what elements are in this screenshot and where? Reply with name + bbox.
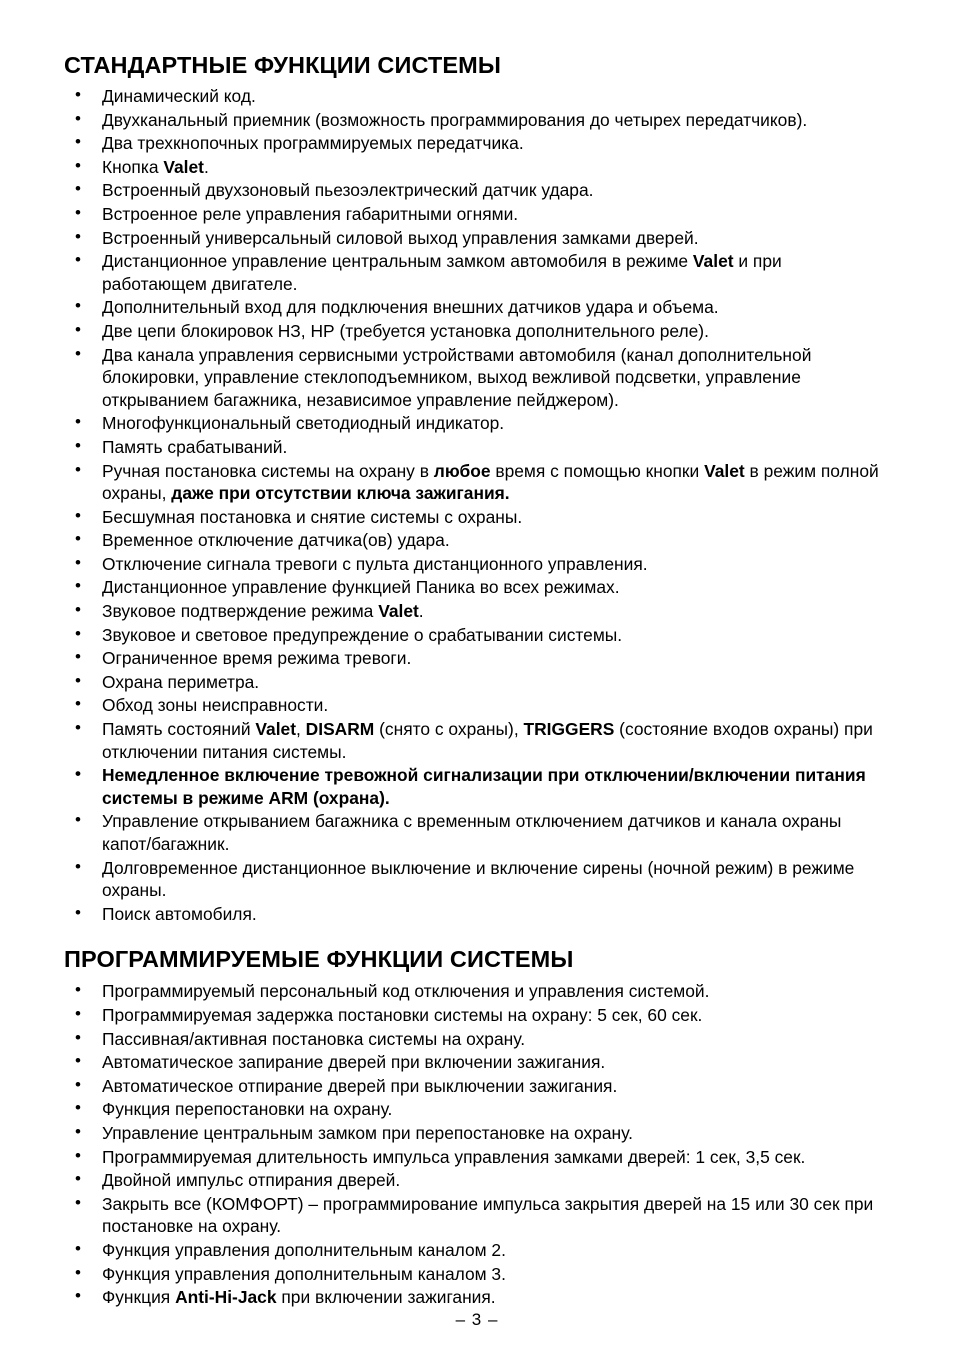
body-text: Обход зоны неисправности. <box>102 695 329 716</box>
body-text: Охрана периметра. <box>102 671 260 692</box>
emphasis-text: Anti-Hi-Jack <box>175 1287 277 1308</box>
list-item <box>64 718 890 763</box>
list-item <box>64 1004 890 1027</box>
body-text: Дистанционное управление центральным замком автомобиля в режиме <box>102 251 693 272</box>
body-text: Управление центральным замком при перепостановке на охрану. <box>102 1122 633 1143</box>
list-item <box>64 109 890 132</box>
list-item <box>64 179 890 202</box>
list-item <box>64 132 890 155</box>
emphasis-text: любое <box>433 460 491 481</box>
list-item <box>64 671 890 694</box>
list-item <box>64 810 890 855</box>
body-text: Функция управления дополнительным каналом 2. <box>102 1239 506 1260</box>
list-item <box>64 529 890 552</box>
list-item <box>64 764 890 809</box>
emphasis-text: TRIGGERS <box>523 719 615 740</box>
body-text: Ограниченное время режима тревоги. <box>102 648 412 669</box>
body-text: Звуковое и световое предупреждение о срабатывании системы. <box>102 624 623 645</box>
body-text: в режим полной охраны, <box>102 460 879 504</box>
list-item <box>64 1122 890 1145</box>
list-item <box>64 600 890 623</box>
list-item <box>64 980 890 1003</box>
emphasis-text: Valet <box>255 719 296 740</box>
list-item <box>64 203 890 226</box>
list-item <box>64 506 890 529</box>
body-text: Закрыть все (КОМФОРТ) – программирование импульса закрытия дверей на 15 или 30 сек при постановке на охрану. <box>102 1193 874 1237</box>
list-item <box>64 1239 890 1262</box>
body-text: Временное отключение датчика(ов) удара. <box>102 530 450 551</box>
feature-list <box>64 980 890 1308</box>
list-item <box>64 1286 890 1309</box>
body-text: Двойной импульс отпирания дверей. <box>102 1170 401 1191</box>
list-item <box>64 156 890 179</box>
feature-list <box>64 85 890 925</box>
body-text: Программируемая длительность импульса управления замками дверей: 1 сек, 3,5 сек. <box>102 1146 806 1167</box>
body-text: Звуковое подтверждение режима <box>102 601 379 622</box>
emphasis-text: Valet <box>704 460 745 481</box>
list-item <box>64 1169 890 1192</box>
body-text: Функция перепостановки на охрану. <box>102 1099 393 1120</box>
body-text: Память срабатываний. <box>102 436 288 457</box>
body-text: Кнопка <box>102 156 164 177</box>
body-text: . <box>418 601 424 622</box>
body-text: Автоматическое запирание дверей при включении зажигания. <box>102 1052 606 1073</box>
body-text: , <box>296 719 306 740</box>
list-item <box>64 85 890 108</box>
emphasis-text: даже при отсутствии ключа зажигания. <box>171 483 510 504</box>
body-text: Встроенный двухзоновый пьезоэлектрический датчик удара. <box>102 180 594 201</box>
body-text: Поиск автомобиля. <box>102 903 257 924</box>
body-text: Двухканальный приемник (возможность программирования до четырех передатчиков). <box>102 109 808 130</box>
body-text: Функция <box>102 1287 176 1308</box>
page-number: – 3 – <box>455 1310 499 1329</box>
emphasis-text: Valet <box>378 601 419 622</box>
body-text: Два канала управления сервисными устройствами автомобиля (канал дополнительной блокировки, управление стеклоподъемником, выход вежливой подсветки, управление открыванием багажника, независимое управление пейджером). <box>102 344 812 410</box>
body-text: Две цепи блокировок НЗ, НР (требуется установка дополнительного реле). <box>102 320 709 341</box>
list-item <box>64 344 890 412</box>
list-item <box>64 460 890 505</box>
list-item <box>64 1098 890 1121</box>
list-item <box>64 1146 890 1169</box>
body-text: Бесшумная постановка и снятие системы с охраны. <box>102 506 523 527</box>
list-item <box>64 250 890 295</box>
body-text: Программируемая задержка постановки системы на охрану: 5 сек, 60 сек. <box>102 1005 703 1025</box>
list-item <box>64 647 890 670</box>
body-text: Многофункциональный светодиодный индикатор. <box>102 413 505 434</box>
list-item <box>64 1028 890 1051</box>
emphasis-text: Valet <box>163 156 204 177</box>
body-text: Дополнительный вход для подключения внешних датчиков удара и объема. <box>102 297 719 318</box>
emphasis-text: Немедленное включение тревожной сигнализации при отключении/включении питания системы в режиме ARM (охрана). <box>102 765 866 808</box>
body-text: Встроенное реле управления габаритными огнями. <box>102 203 519 224</box>
body-text: Автоматическое отпирание дверей при выключении зажигания. <box>102 1075 618 1096</box>
body-text: Отключение сигнала тревоги с пульта дистанционного управления. <box>102 553 648 574</box>
body-text: Два трехкнопочных программируемых передатчика. <box>102 133 524 154</box>
body-text: Долговременное дистанционное выключение и включение сирены (ночной режим) в режиме охраны. <box>102 857 855 901</box>
list-item <box>64 1193 890 1238</box>
body-text: Функция управления дополнительным каналом 3. <box>102 1263 506 1284</box>
list-item <box>64 296 890 319</box>
list-item <box>64 553 890 576</box>
body-text: Динамический код. <box>102 86 256 107</box>
list-item <box>64 624 890 647</box>
list-item <box>64 694 890 717</box>
list-item <box>64 1051 890 1074</box>
list-item <box>64 436 890 459</box>
body-text: время с помощью кнопки <box>490 460 705 481</box>
list-item <box>64 1263 890 1286</box>
body-text: Управление открыванием багажника с временным отключением датчиков и канала охраны капот/багажник. <box>102 811 842 855</box>
body-text: (состояние входов охраны) при отключении питания системы. <box>102 719 873 762</box>
section-heading: СТАНДАРТНЫЕ ФУНКЦИИ СИСТЕМЫ <box>64 52 501 78</box>
body-text: Программируемый персональный код отключения и управления системой. <box>102 981 710 1002</box>
body-text: Дистанционное управление функцией Паника во всех режимах. <box>102 577 620 598</box>
section-heading: ПРОГРАММИРУЕМЫЕ ФУНКЦИИ СИСТЕМЫ <box>64 946 574 973</box>
body-text: (снято с охраны), <box>374 719 524 740</box>
body-text: . <box>203 156 209 177</box>
list-item <box>64 1075 890 1098</box>
list-item <box>64 576 890 599</box>
emphasis-text: DISARM <box>305 719 375 740</box>
body-text: Пассивная/активная постановка системы на охрану. <box>102 1028 526 1049</box>
list-item <box>64 320 890 343</box>
emphasis-text: Valet <box>692 251 734 272</box>
list-item <box>64 857 890 902</box>
list-item <box>64 412 890 435</box>
body-text: Память состояний <box>102 719 256 740</box>
body-text: при включении зажигания. <box>276 1287 496 1308</box>
list-item <box>64 227 890 250</box>
body-text: и при работающем двигателе. <box>102 251 782 294</box>
sections-container <box>64 52 890 1309</box>
body-text: Встроенный универсальный силовой выход управления замками дверей. <box>102 227 699 248</box>
body-text: Ручная постановка системы на охрану в <box>102 460 434 481</box>
list-item <box>64 903 890 926</box>
